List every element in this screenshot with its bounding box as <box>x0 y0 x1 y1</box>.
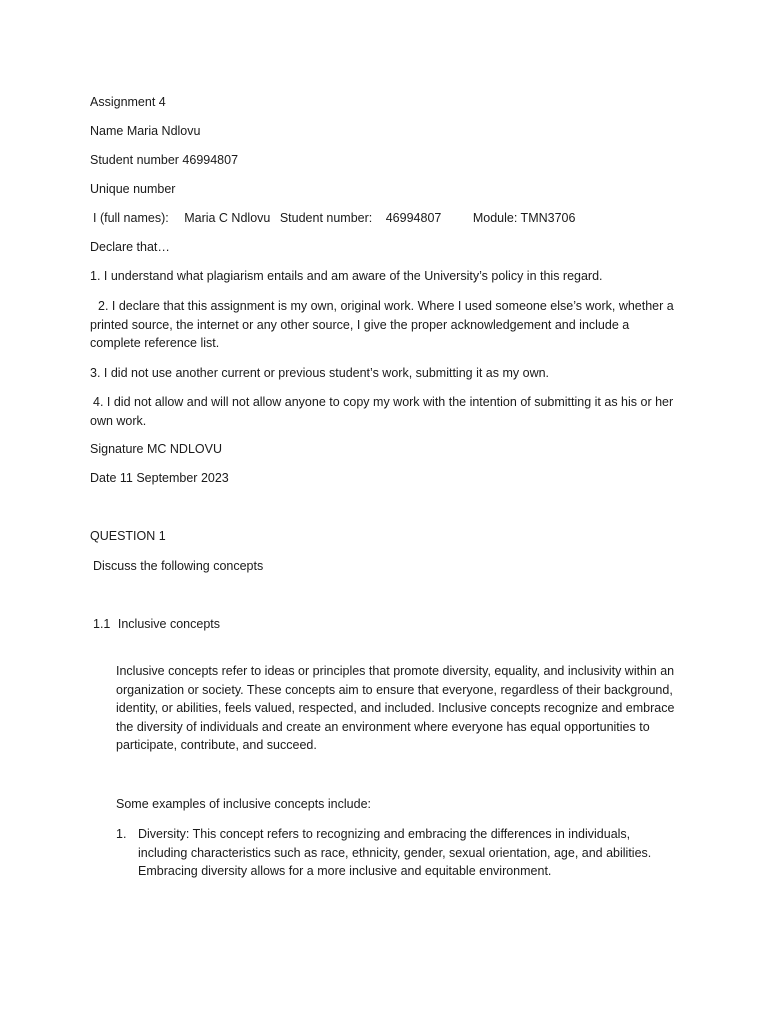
inclusive-concepts-paragraph: Inclusive concepts refer to ideas or principles that promote diversity, equality, and inclusivity within an organization or society. These concepts aim to ensure that everyone, regardless of their background, identity, or abilities, feels valued, respected, and included. Inclusive concepts recognize and embrace the diversity of individuals and create an environment where everyone has equal opportunities to participate, contribute, and succeed. <box>116 664 675 752</box>
declaration-point-4: 4. I did not allow and will not allow anyone to copy my work with the intention of submitting it as his or her own work. <box>90 395 674 428</box>
signature: Signature MC NDLOVU <box>90 442 222 456</box>
assignment-title: Assignment 4 <box>90 95 166 109</box>
student-name: Name Maria Ndlovu <box>90 124 201 138</box>
full-names-label: I (full names): <box>93 211 169 225</box>
date: Date 11 September 2023 <box>90 471 229 485</box>
full-names-value: Maria C Ndlovu <box>184 211 271 225</box>
list-item-text: Diversity: This concept refers to recognizing and embracing the differences in individuals, including characteristics such as race, ethnicity, gender, sexual orientation, age, and abilities. Embracing diversity allows for a more inclusive and equitable environment. <box>138 827 652 878</box>
question-title: QUESTION 1 <box>90 529 166 543</box>
module-label: Module: TMN3706 <box>472 211 576 225</box>
student-number: Student number 46994807 <box>90 153 239 167</box>
question-instruction: Discuss the following concepts <box>93 559 264 573</box>
declaration-row <box>93 209 575 227</box>
list-item-number: 1. <box>116 827 127 841</box>
declaration-student-number-label: Student number: <box>279 211 373 225</box>
section-title: Inclusive concepts <box>117 617 221 631</box>
declaration-student-number-value: 46994807 <box>385 211 442 225</box>
declaration-point-1: 1. I understand what plagiarism entails and am aware of the University’s policy in this regard. <box>90 269 603 283</box>
examples-intro: Some examples of inclusive concepts include: <box>116 797 371 811</box>
section-number: 1.1 <box>93 617 111 631</box>
declaration-point-3: 3. I did not use another current or previous student’s work, submitting it as my own. <box>90 366 550 380</box>
section-heading <box>93 615 220 633</box>
declaration-point-2: 2. I declare that this assignment is my own, original work. Where I used someone else’s work, whether a printed source, the internet or any other source, I give the proper acknowledgement and include a complete reference list. <box>90 299 674 350</box>
declare-that: Declare that… <box>90 240 170 254</box>
unique-number: Unique number <box>90 182 176 196</box>
